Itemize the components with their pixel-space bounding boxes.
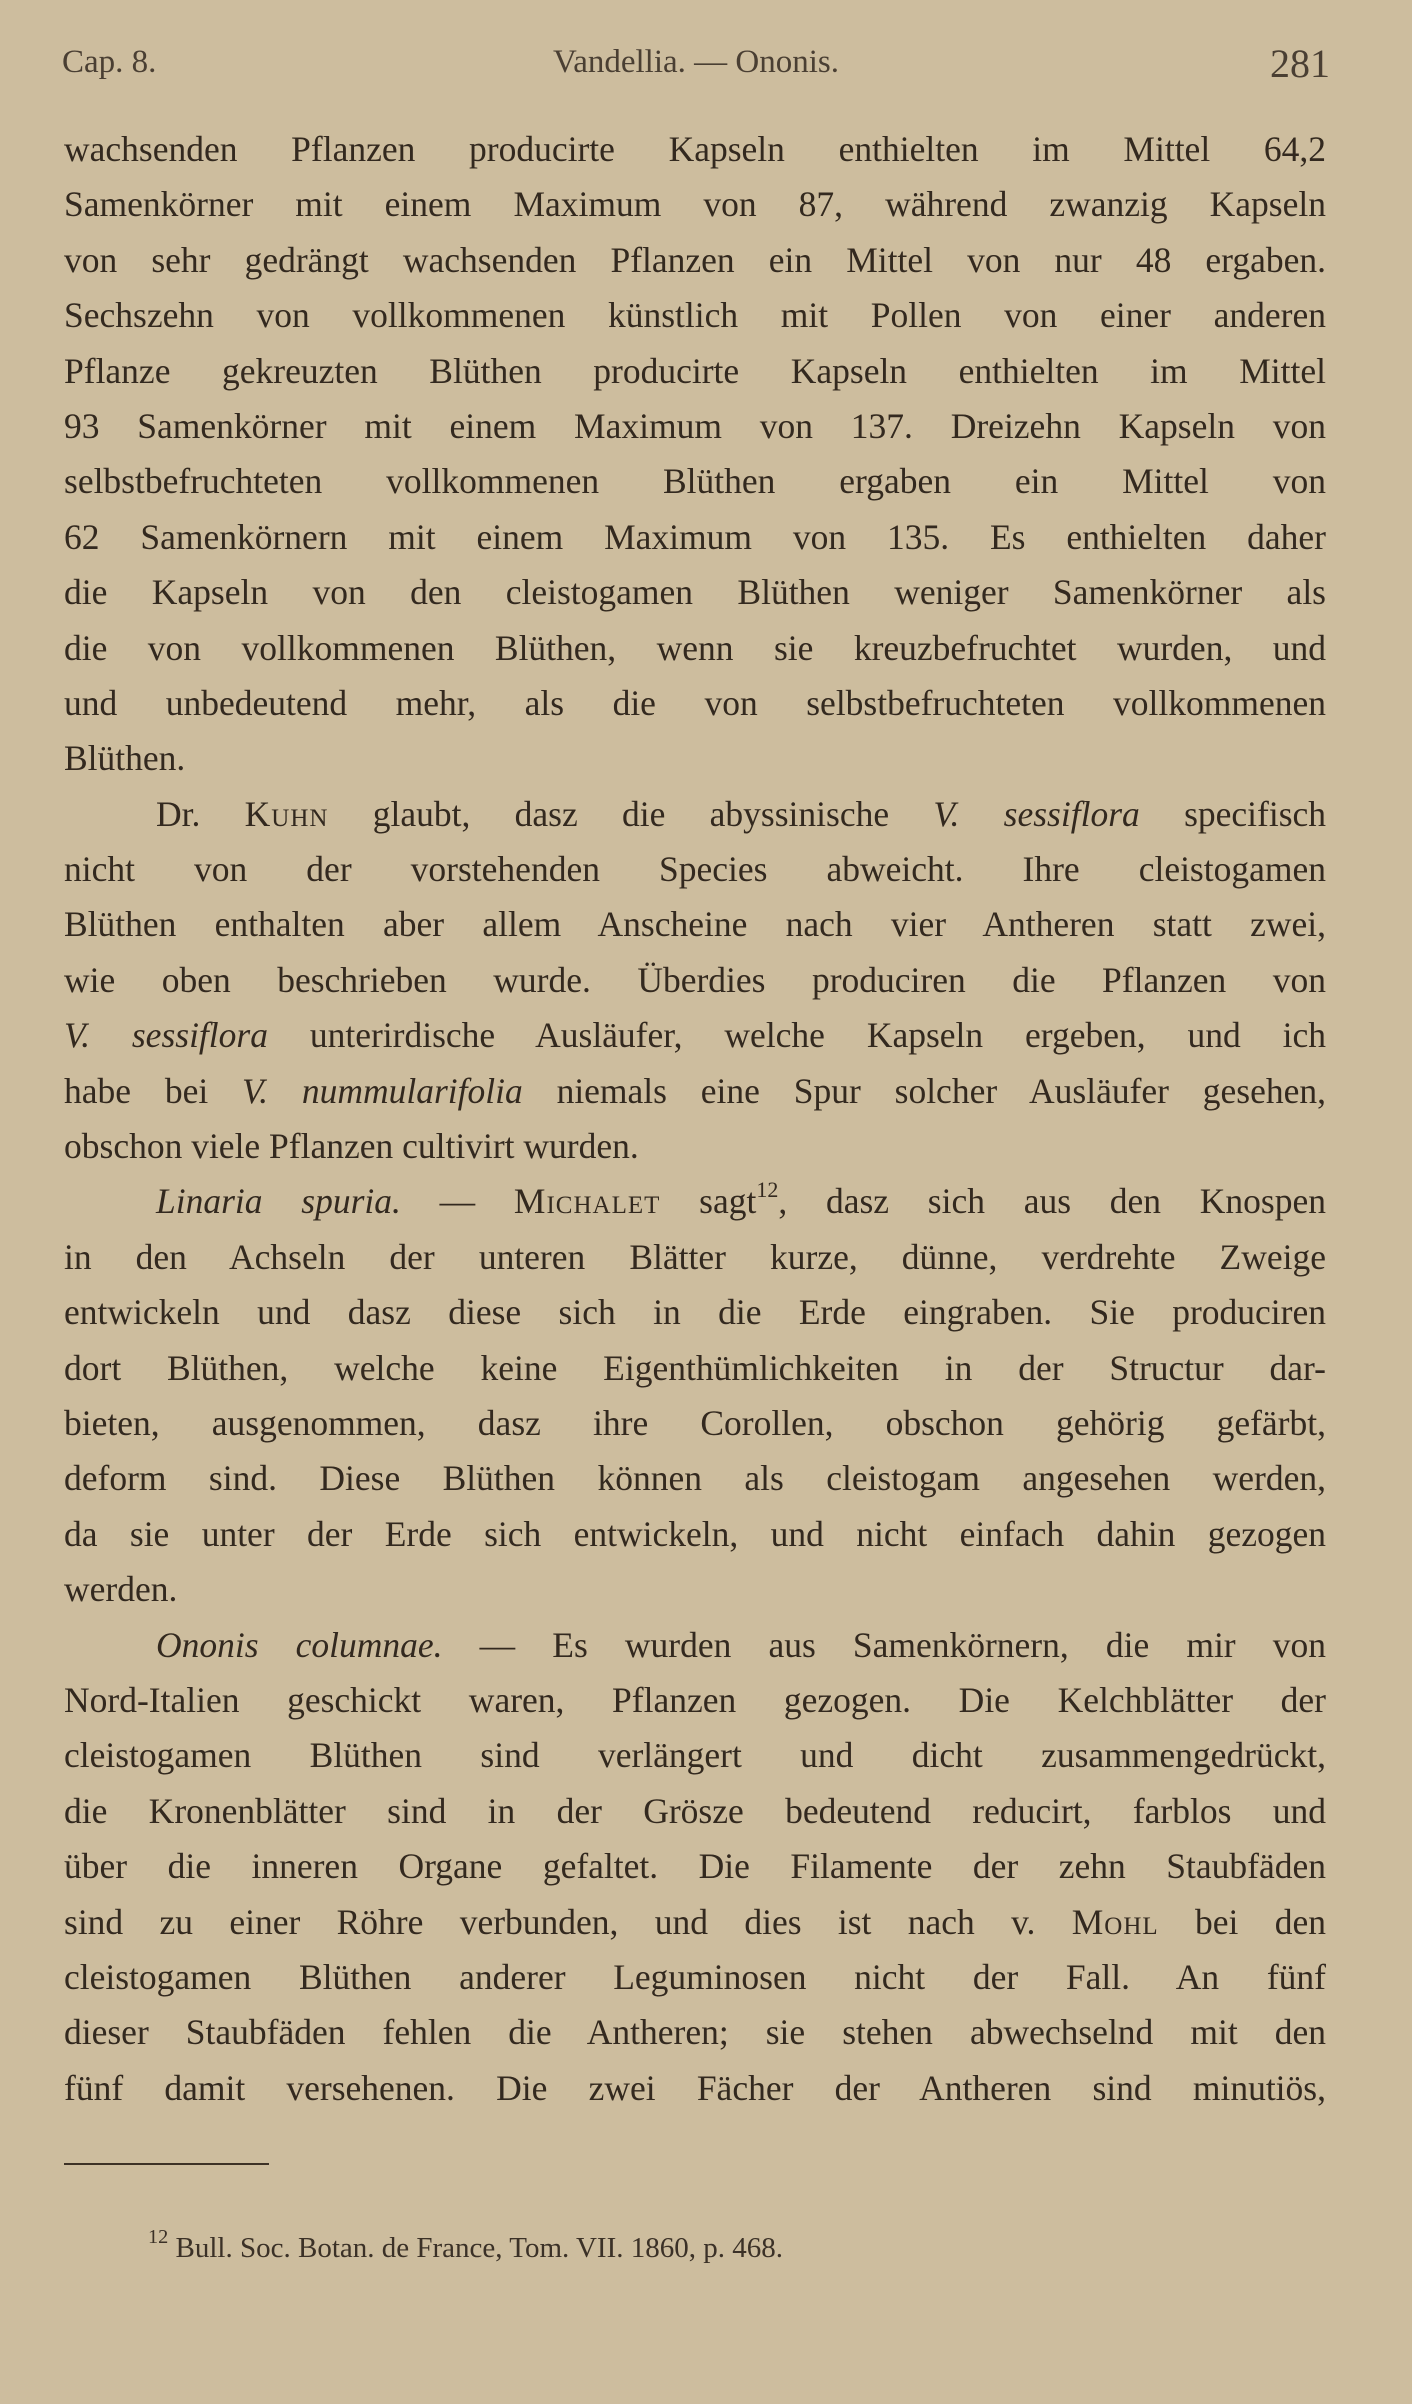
text-line: cleistogamen Blüthen sind verlängert und dicht zusammengedrückt,	[64, 1735, 1326, 1776]
text-line: entwickeln und dasz diese sich in die Erde eingraben. Sie produciren	[64, 1292, 1326, 1333]
footnote-divider	[64, 2163, 269, 2165]
text-line: von sehr gedrängt wachsenden Pflanzen ein Mittel von nur 48 ergaben.	[64, 239, 1326, 280]
text-line: die Kapseln von den cleistogamen Blüthen weniger Samenkörner als	[64, 572, 1326, 613]
text-line: nicht von der vorstehenden Species abweicht. Ihre cleistogamen	[64, 849, 1326, 890]
text-line: dieser Staubfäden fehlen die Antheren; sie stehen abwechselnd mit den	[64, 2012, 1326, 2053]
page-number: 281	[1270, 41, 1330, 86]
author-name-mohl: Mohl	[1071, 1901, 1159, 1942]
text-line: Linaria spuria. — Michalet sagt$^{12}$, dasz sich aus den Knospen	[156, 1177, 1327, 1222]
text-line: da sie unter der Erde sich entwickeln, und nicht einfach dahin gezogen	[64, 1513, 1326, 1554]
text-line: werden.	[64, 1569, 178, 1610]
text-line: 93 Samenkörner mit einem Maximum von 137. Dreizehn Kapseln von	[64, 405, 1326, 446]
paragraph-4	[64, 1618, 1326, 2117]
text-line: und unbedeutend mehr, als die von selbstbefruchteten vollkommenen	[64, 682, 1326, 723]
species-name: V. nummularifolia	[242, 1070, 523, 1111]
text-line: Sechszehn von vollkommenen künstlich mit Pollen von einer anderen	[64, 295, 1326, 336]
text-line: Pflanze gekreuzten Blüthen producirte Kapseln enthielten im Mittel	[64, 350, 1326, 391]
running-title: Vandellia. — Ononis.	[553, 44, 839, 80]
text-line: bieten, ausgenommen, dasz ihre Corollen, obschon gehörig gefärbt,	[64, 1402, 1326, 1443]
text-line: 62 Samenkörnern mit einem Maximum von 135. Es enthielten daher	[64, 516, 1326, 557]
text-line: in den Achseln der unteren Blätter kurze, dünne, verdrehte Zweige	[64, 1236, 1326, 1277]
footnote-number: 12	[148, 2226, 169, 2249]
text-line: Samenkörner mit einem Maximum von 87, während zwanzig Kapseln	[64, 184, 1326, 225]
author-name-kuhn: Kuhn	[244, 793, 329, 834]
footnote	[148, 2226, 783, 2265]
text-line: Ononis columnae. — Es wurden aus Samenkörnern, die mir von	[156, 1624, 1326, 1665]
main-text	[64, 122, 1326, 2116]
text-line: obschon viele Pflanzen cultivirt wurden.	[64, 1126, 639, 1167]
species-name: V. sessiflora	[933, 793, 1140, 834]
species-name: Ononis columnae.	[156, 1624, 443, 1665]
species-name: V. sessiflora	[64, 1015, 268, 1056]
paragraph-3	[64, 1174, 1326, 1617]
text-line: dort Blüthen, welche keine Eigenthümlichkeiten in der Structur dar-	[64, 1347, 1326, 1388]
text-line: über die inneren Organe gefaltet. Die Filamente der zehn Staubfäden	[64, 1846, 1326, 1887]
text-line: Blüthen enthalten aber allem Anscheine nach vier Antheren statt zwei,	[64, 904, 1326, 945]
text-line: V. sessiflora unterirdische Ausläufer, welche Kapseln ergeben, und ich	[64, 1015, 1327, 1056]
chapter-label: Cap. 8.	[62, 44, 157, 80]
running-header	[62, 38, 1330, 98]
species-name: Linaria spuria.	[156, 1181, 401, 1222]
text-line: wachsenden Pflanzen producirte Kapseln enthielten im Mittel 64,2	[64, 129, 1326, 169]
author-name-michalet: Michalet	[513, 1181, 661, 1222]
paragraph-1	[64, 122, 1326, 787]
text-line: deform sind. Diese Blüthen können als cleistogam angesehen werden,	[64, 1458, 1326, 1499]
text-line: Nord-Italien geschickt waren, Pflanzen gezogen. Die Kelchblätter der	[64, 1679, 1326, 1720]
text-line: Dr. Kuhn glaubt, dasz die abyssinische V. sessiflora specifisch	[156, 793, 1327, 834]
footnote-reference: 12	[756, 1177, 779, 1203]
text-line: wie oben beschrieben wurde. Überdies produciren die Pflanzen von	[64, 959, 1326, 1000]
footnote-text: Bull. Soc. Botan. de France, Tom. VII. 1860, p. 468.	[175, 2232, 783, 2264]
text-line: habe bei V. nummularifolia niemals eine Spur solcher Ausläufer gesehen,	[64, 1070, 1327, 1111]
text-line: selbstbefruchteten vollkommenen Blüthen ergaben ein Mittel von	[64, 461, 1326, 502]
text-line: cleistogamen Blüthen anderer Leguminosen nicht der Fall. An fünf	[64, 1956, 1326, 1997]
paragraph-2	[64, 787, 1326, 1175]
text-line: sind zu einer Röhre verbunden, und dies ist nach v. Mohl bei den	[64, 1901, 1326, 1942]
text-line: die von vollkommenen Blüthen, wenn sie kreuzbefruchtet wurden, und	[64, 627, 1326, 668]
text-line: fünf damit versehenen. Die zwei Fächer der Antheren sind minutiös,	[64, 2067, 1326, 2108]
text-line: Blüthen.	[64, 738, 186, 779]
text-line: die Kronenblätter sind in der Grösze bedeutend reducirt, farblos und	[64, 1790, 1326, 1831]
